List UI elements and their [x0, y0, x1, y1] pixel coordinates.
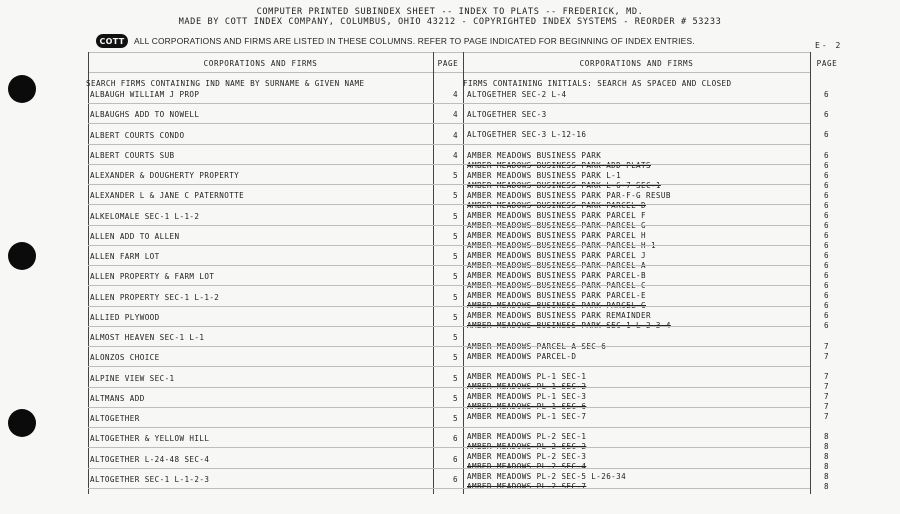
left-entry-page: 5 — [453, 312, 458, 322]
right-entry-name: AMBER MEADOWS BUSINESS PARK L-6-7 SEC-1 — [467, 181, 661, 190]
sheet-number: E- 2 — [815, 41, 843, 50]
right-entry-name: AMBER MEADOWS BUSINESS PARK — [467, 151, 602, 160]
left-entry-name: ALMOST HEAVEN SEC-1 L-1 — [90, 333, 205, 342]
right-entry-page: 6 — [824, 301, 829, 310]
right-entry-page: 6 — [824, 281, 829, 290]
left-entry-page: 6 — [453, 474, 458, 484]
right-entry-name: AMBER MEADOWS PL-2 SEC-1 — [467, 432, 587, 441]
left-entry-page: 4 — [453, 110, 458, 120]
left-entry-name: ALLEN FARM LOT — [90, 252, 160, 261]
right-entry-name: AMBER MEADOWS PL-2 SEC-4 — [467, 462, 587, 471]
right-entry-name: AMBER MEADOWS BUSINESS PARK PARCEL-A — [467, 261, 646, 270]
right-entry-page: 6 — [824, 251, 829, 260]
row-rule — [88, 164, 810, 165]
right-entry-page: 6 — [824, 161, 829, 170]
left-entry-page: 5 — [453, 211, 458, 221]
right-entry-name: AMBER MEADOWS BUSINESS PARK ADD PLATS — [467, 161, 651, 170]
top-rule — [88, 52, 810, 53]
binder-hole — [8, 75, 36, 103]
left-entry-page: 4 — [453, 150, 458, 160]
right-entry-page: 7 — [824, 382, 829, 391]
right-entry-name: AMBER MEADOWS BUSINESS PARK PARCEL G — [467, 221, 646, 230]
right-entry-page: 7 — [824, 402, 829, 411]
right-entry-page: 6 — [824, 271, 829, 280]
right-instruction: FIRMS CONTAINING INITIALS: SEARCH AS SPACED AND CLOSED — [463, 79, 732, 88]
row-rule — [88, 103, 810, 104]
notice-text: ALL CORPORATIONS AND FIRMS ARE LISTED IN THESE COLUMNS. REFER TO PAGE INDICATED FOR BEGINNING OF INDEX ENTRIES. — [134, 36, 695, 46]
right-entry-name: AMBER MEADOWS PL-1 SEC-3 — [467, 392, 587, 401]
right-entry-page: 8 — [824, 442, 829, 451]
left-entry-page: 4 — [453, 90, 458, 99]
right-entry-name: AMBER MEADOWS BUSINESS PARK PARCEL D — [467, 201, 646, 210]
right-entry-page: 7 — [824, 372, 829, 381]
right-entry-name: AMBER MEADOWS PARCEL-D — [467, 352, 577, 361]
right-entry-name: AMBER MEADOWS PL-1 SEC-1 — [467, 372, 587, 381]
notice-bar — [96, 33, 695, 49]
right-entry-page: 8 — [824, 452, 829, 461]
right-entry-page: 6 — [824, 311, 829, 320]
right-entry-page: 6 — [824, 90, 829, 99]
binder-hole — [8, 409, 36, 437]
left-entry-name: ALTOGETHER — [90, 414, 140, 423]
left-entry-page: 5 — [453, 171, 458, 180]
right-entry-page: 8 — [824, 462, 829, 471]
right-entry-page: 6 — [824, 261, 829, 270]
header-rule — [88, 72, 810, 73]
left-entry-page: 6 — [453, 454, 458, 464]
right-entry-page: 6 — [824, 201, 829, 210]
left-column-title: CORPORATIONS AND FIRMS — [203, 59, 318, 68]
right-entry-name: AMBER MEADOWS BUSINESS PARK SEC-1 L-2-3-4 — [467, 321, 671, 330]
left-entry-page: 5 — [453, 272, 458, 282]
right-entry-name: AMBER MEADOWS BUSINESS PARK PARCEL J — [467, 251, 646, 260]
right-entry-name: AMBER MEADOWS BUSINESS PARK PARCEL-G — [467, 301, 646, 310]
left-entry-name: ALKELOMALE SEC-1 L-1-2 — [90, 211, 200, 221]
row-rule — [88, 488, 810, 489]
right-entry-name: AMBER MEADOWS PL-1 SEC-2 — [467, 382, 587, 391]
row-rule — [88, 184, 810, 185]
left-entry-page: 5 — [453, 393, 458, 403]
left-entry-page: 5 — [453, 353, 458, 363]
row-rule — [88, 447, 810, 448]
right-entry-name: AMBER MEADOWS PL-1 SEC-7 — [467, 412, 587, 421]
right-entry-page: 6 — [824, 231, 829, 240]
right-entry-page: 7 — [824, 342, 829, 351]
right-entry-page: 6 — [824, 151, 829, 160]
right-entry-page: 6 — [824, 221, 829, 230]
row-rule — [88, 306, 810, 307]
row-rule — [88, 427, 810, 428]
right-entry-name: AMBER MEADOWS PL-2 SEC-2 — [467, 442, 587, 451]
right-entry-name: AMBER MEADOWS PARCEL A SEC-6 — [467, 342, 607, 351]
left-entry-page: 5 — [453, 373, 458, 383]
left-entry-name: ALBAUGHS ADD TO NOWELL — [90, 110, 200, 120]
right-entry-page: 7 — [824, 392, 829, 401]
left-entry-name: ALTOGETHER & YELLOW HILL — [90, 434, 210, 444]
row-rule — [88, 346, 810, 347]
left-entry-page: 6 — [453, 434, 458, 444]
right-entry-page: 6 — [824, 191, 829, 200]
left-instruction: SEARCH FIRMS CONTAINING IND NAME BY SURNAME & GIVEN NAME — [86, 79, 365, 88]
row-rule — [88, 245, 810, 246]
right-entry-page: 6 — [824, 181, 829, 190]
left-entry-name: ALONZOS CHOICE — [90, 353, 160, 363]
left-entry-name: ALPINE VIEW SEC-1 — [90, 373, 175, 383]
column-divider — [810, 52, 811, 494]
binder-hole — [8, 242, 36, 270]
row-rule — [88, 468, 810, 469]
row-rule — [88, 144, 810, 145]
right-entry-name: AMBER MEADOWS BUSINESS PARK PARCEL-E — [467, 291, 646, 300]
right-entry-name: AMBER MEADOWS PL-2 SEC-5 L-26-34 — [467, 472, 627, 481]
row-rule — [88, 204, 810, 205]
left-entry-page: 4 — [453, 130, 458, 140]
left-entry-name: ALBERT COURTS CONDO — [90, 130, 185, 140]
row-rule — [88, 407, 810, 408]
right-entry-name: AMBER MEADOWS BUSINESS PARK REMAINDER — [467, 311, 651, 320]
right-entry-page: 8 — [824, 482, 829, 491]
row-rule — [88, 387, 810, 388]
right-entry-page: 6 — [824, 130, 829, 139]
row-rule — [88, 225, 810, 226]
left-entry-name: ALBAUGH WILLIAM J PROP — [90, 90, 200, 99]
right-entry-name: AMBER MEADOWS BUSINESS PARK PARCEL H-1 — [467, 241, 656, 250]
right-entry-page: 6 — [824, 321, 829, 330]
sheet-title: COMPUTER PRINTED SUBINDEX SHEET -- INDEX TO PLATS -- FREDERICK, MD. — [256, 7, 644, 17]
row-rule — [88, 285, 810, 286]
left-entry-page: 5 — [453, 414, 458, 423]
right-entry-name: AMBER MEADOWS PL-2 SEC-3 — [467, 452, 587, 461]
row-rule — [88, 326, 810, 327]
left-entry-name: ALEXANDER & DOUGHERTY PROPERTY — [90, 171, 240, 180]
left-entry-name: ALEXANDER L & JANE C PATERNOTTE — [90, 191, 245, 201]
right-entry-page: 8 — [824, 432, 829, 441]
left-entry-page: 5 — [453, 333, 458, 342]
right-entry-name: AMBER MEADOWS PL-2 SEC-7 — [467, 482, 587, 491]
right-entry-page: 6 — [824, 211, 829, 220]
right-entry-name: ALTOGETHER SEC-3 — [467, 110, 547, 119]
left-entry-name: ALTOGETHER SEC-1 L-1-2-3 — [90, 474, 210, 484]
right-page-header: PAGE — [816, 59, 838, 68]
left-entry-name: ALLEN PROPERTY SEC-1 L-1-2 — [90, 292, 220, 302]
left-entry-page: 5 — [453, 292, 458, 302]
row-rule — [88, 366, 810, 367]
right-entry-page: 6 — [824, 291, 829, 300]
right-entry-name: AMBER MEADOWS BUSINESS PARK PARCEL H — [467, 231, 646, 240]
cott-logo: COTT — [96, 34, 128, 48]
right-entry-page: 6 — [824, 110, 829, 119]
right-entry-page: 7 — [824, 412, 829, 421]
right-entry-page: 8 — [824, 472, 829, 481]
right-entry-name: AMBER MEADOWS BUSINESS PARK PARCEL-C — [467, 281, 646, 290]
row-rule — [88, 265, 810, 266]
right-entry-name: AMBER MEADOWS BUSINESS PARK PARCEL-B — [467, 271, 646, 280]
row-rule — [88, 123, 810, 124]
left-entry-name: ALTMANS ADD — [90, 393, 145, 403]
right-entry-page: 7 — [824, 352, 829, 361]
right-entry-name: AMBER MEADOWS PL-1 SEC-6 — [467, 402, 587, 411]
right-entry-name: ALTOGETHER SEC-2 L-4 — [467, 90, 567, 99]
left-entry-name: ALLEN ADD TO ALLEN — [90, 231, 180, 241]
left-entry-page: 5 — [453, 252, 458, 261]
right-entry-page: 6 — [824, 171, 829, 180]
left-entry-name: ALTOGETHER L-24-48 SEC-4 — [90, 454, 210, 464]
publisher-line: MADE BY COTT INDEX COMPANY, COLUMBUS, OHIO 43212 - COPYRIGHTED INDEX SYSTEMS - REORDER # 53233 — [178, 17, 722, 27]
right-entry-name: AMBER MEADOWS BUSINESS PARK L-1 — [467, 171, 622, 180]
right-entry-name: ALTOGETHER SEC-3 L-12-16 — [467, 130, 587, 139]
left-page-header: PAGE — [437, 59, 459, 68]
right-column-title: CORPORATIONS AND FIRMS — [579, 59, 694, 68]
left-entry-name: ALBERT COURTS SUB — [90, 150, 175, 160]
right-entry-name: AMBER MEADOWS BUSINESS PARK PARCEL F — [467, 211, 646, 220]
left-entry-name: ALLIED PLYWOOD — [90, 312, 160, 322]
left-entry-page: 5 — [453, 231, 458, 241]
left-entry-page: 5 — [453, 191, 458, 201]
left-entry-name: ALLEN PROPERTY & FARM LOT — [90, 272, 215, 282]
right-entry-name: AMBER MEADOWS BUSINESS PARK PAR-F-G RESUB — [467, 191, 671, 200]
right-entry-page: 6 — [824, 241, 829, 250]
